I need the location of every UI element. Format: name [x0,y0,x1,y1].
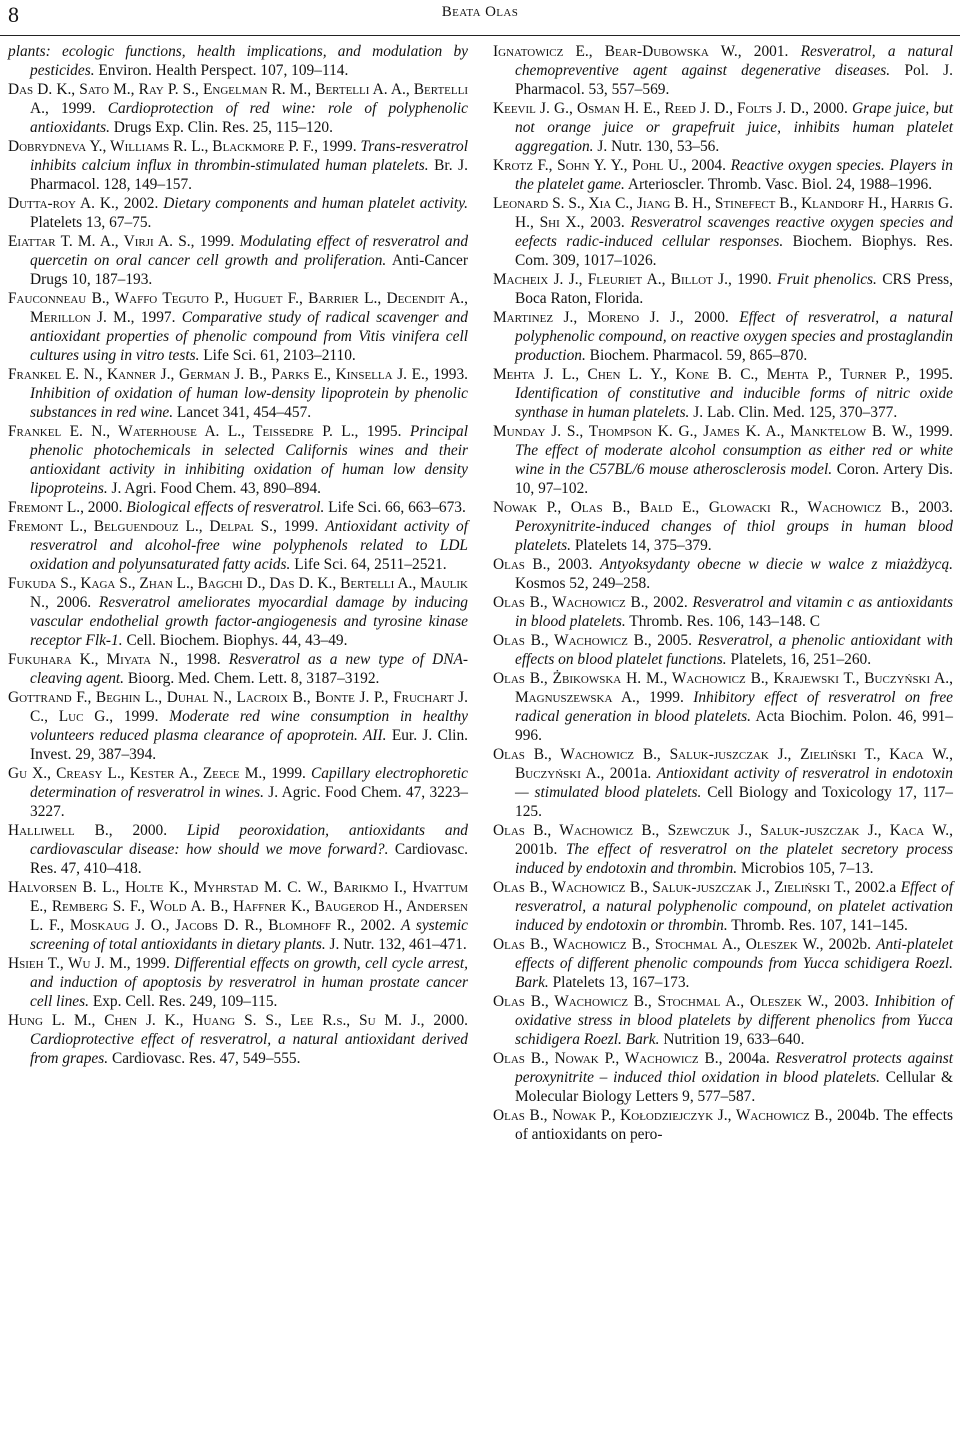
reference-year: 2002. [354,917,401,934]
reference-source: Kosmos 52, 249–258. [515,575,651,592]
reference-entry [493,878,953,935]
reference-authors: Olas B., Wachowicz B., [493,594,649,611]
reference-authors: Krotz F., Sohn Y. Y., Pohl U., [493,157,687,174]
reference-title: Identification of constitutive and inducible forms of nitric oxide synthase in human platelets. [515,385,953,421]
reference-title: Resveratrol as a new type of DNA-cleaving agent. [30,651,469,687]
reference-year: 2000. [809,100,852,117]
reference-authors: Frankel E. N., Kanner J., German J. B., Parks E., Kinsella J. E., [8,366,429,383]
reference-authors: Mehta J. L., Chen L. Y., Kone B. C., Mehta P., Turner P., [493,366,910,383]
reference-authors: Hsieh T., Wu J. M., [8,955,131,972]
reference-entry [493,745,953,821]
reference-title: Inhibition of oxidation of human low-density lipoprotein by phenolic substances in red wine. [30,385,468,421]
reference-authors: Macheix J. J., Fleuriet A., Billot J., [493,271,732,288]
reference-entry [493,1049,953,1106]
reference-year: 1999. [130,955,175,972]
reference-source: Eur. J. Clin. Invest. 29, 387–394. [30,727,468,763]
reference-entry [8,650,468,688]
reference-authors: Olas B., [493,556,551,573]
reference-year: 1995. [909,366,953,383]
reference-source: Cellular & Molecular Biology Letters 9, 577–587. [515,1069,953,1105]
reference-year: 2002. [648,594,693,611]
reference-title: Resveratrol protects against peroxynitrite – induced thiol oxidation in blood platelets. [515,1050,953,1086]
reference-source: J. Agric. Food Chem. 47, 3223–3227. [30,784,469,820]
reference-source: J. Nutr. 132, 461–471. [325,936,467,953]
reference-entry [8,764,468,821]
reference-source: Lancet 341, 454–457. [173,404,312,421]
reference-source: Nutrition 19, 633–640. [659,1031,805,1048]
reference-year: 1995. [358,423,410,440]
reference-title: Anti-platelet effects of different phenolic compounds from Yucca schidigera Roezl. Bark. [515,936,953,991]
page-header [0,0,960,40]
reference-entry [493,593,953,631]
reference-entry [493,42,953,99]
reference-title: Differential effects on growth, cell cycle arrest, and induction of apoptosis by resveratrol in human prostate cancer cell lines. [30,955,468,1010]
reference-authors: Fremont L., [8,499,84,516]
reference-title: Resveratrol scavenges reactive oxygen species and eefects radic-induced cellular responses. [515,214,953,250]
reference-entry [493,935,953,992]
reference-source: Br. J. Pharmacol. 128, 149–157. [30,157,468,193]
reference-source: Pol. J. Pharmacol. 53, 557–569. [515,62,953,98]
reference-title: Capillary electrophoretic determination of resveratrol in wines. [30,765,468,801]
reference-year: 2006. [48,594,99,611]
reference-entry [8,1011,468,1068]
reference-title: plants: ecologic functions, health implications, and modulation by pesticides. [8,43,468,79]
reference-authors: Eiattar T. M. A., Virji A. S., [8,233,195,250]
reference-year: 1999. [639,689,694,706]
reference-title: Resveratrol, a phenolic antioxidant with effects on blood platelet functions. [515,632,953,668]
reference-entry [493,821,953,878]
reference-authors: Gottrand F., Beghin L., Duhal N., Lacroix B., Bonte J. P., Fruchart J. C., Luc G., [8,689,468,725]
reference-authors: Fukuda S., Kaga S., Zhan L., Bagchi D., Das D. K., Bertelli A., Maulik N., [8,575,468,611]
reference-entry [493,308,953,365]
reference-entry [493,99,953,156]
reference-year: 1993. [428,366,468,383]
reference-year: 2001. [741,43,801,60]
reference-source: Thromb. Res. 107, 141–145. [727,917,908,934]
reference-title: Effect of resveratrol, a natural polyphenolic compound, on platelet activation induced by endotoxin or thrombin. [515,879,953,934]
reference-source: Environ. Health Perspect. 107, 109–114. [94,62,349,79]
reference-title: Reactive oxygen species. Players in the platelet game. [515,157,953,193]
reference-title: Resveratrol ameliorates myocardial damage by inducing vascular endothelial growth factor-angiogenesis and tyrosine kinase receptor Flk-1. [30,594,468,649]
reference-title: Antyoksydanty obecne w diecie w walce z miażdżycą. [600,556,953,573]
reference-entry [493,631,953,669]
reference-source: Life Sci. 66, 663–673. [324,499,466,516]
reference-source: Platelets 13, 67–75. [30,214,152,231]
reference-year: 1999. [276,518,326,535]
header-rule [0,35,960,36]
reference-authors: Das D. K., Sato M., Ray P. S., Engelman R. M., Bertelli A. A., Bertelli A., [8,81,468,117]
reference-source: Cell. Biochem. Biophys. 44, 43–49. [122,632,348,649]
reference-year: 2004b. [832,1107,884,1124]
reference-entry [8,422,468,498]
reference-entry [8,821,468,878]
reference-year: 2000. [112,822,187,839]
reference-source: Life Sci. 64, 2511–2521. [290,556,447,573]
reference-source: Cardiovasc. Res. 47, 410–418. [30,841,468,877]
reference-source: Arterioscler. Thromb. Vasc. Biol. 24, 1988–1996. [624,176,933,193]
reference-year: 2002. [118,195,164,212]
reference-authors: Keevil J. G., Osman H. E., Reed J. D., Folts J. D., [493,100,810,117]
reference-entry [493,992,953,1049]
reference-authors: Fukuhara K., Miyata N., [8,651,178,668]
reference-year: 2004. [686,157,731,174]
reference-year: 1999. [317,138,361,155]
reference-title: Resveratrol and vitamin c as antioxidants in blood platelets. [515,594,953,630]
reference-title: Cardioprotection of red wine: role of polyphenolic antioxidants. [30,100,468,136]
reference-authors: Munday J. S., Thompson K. G., James K. A., Manktelow B. W., [493,423,913,440]
reference-authors: Gu X., Creasy L., Kester A., Zeece M., [8,765,267,782]
reference-source: Acta Biochim. Polon. 46, 991–996. [515,708,953,744]
reference-title: Antioxidant activity of resveratrol in endotoxin — stimulated blood platelets. [515,765,954,801]
reference-authors: Martinez J., Moreno J. J., [493,309,684,326]
reference-entry [493,194,953,270]
reference-year: 1998. [177,651,229,668]
reference-entry [8,80,468,137]
reference-authors: Halvorsen B. L., Holte K., Myhrstad M. C. W., Barikmo I., Hvattum E., Remberg S. F., Wold A. B., Haffner K., Baugerod H., Andersen L. F., Moskaug J. O., Jacobs D. R., Blomhoff R., [8,879,468,934]
reference-entry [493,270,953,308]
reference-entry [8,365,468,422]
reference-year: 2001a. [604,765,657,782]
reference-entry [8,574,468,650]
reference-title: Grape juice, but not orange juice or grapefruit juice, inhibits human platelet aggregation. [515,100,954,155]
reference-source: J. Nutr. 130, 53–56. [593,138,720,155]
reference-title: Effect of resveratrol, a natural polyphenolic compound, on reactive oxygen species and prostaglandin production. [515,309,954,364]
reference-source: Thromb. Res. 106, 143–148. C [625,613,820,630]
page-number: 8 [8,2,19,27]
reference-entry [8,498,468,517]
reference-year: 2000. [683,309,740,326]
reference-title: Peroxynitrite-induced changes of thiol groups in human blood platelets. [515,518,953,554]
reference-title: Dietary components and human platelet activity. [163,195,469,212]
reference-authors: Ignatowicz E., Bear-Dubowska W., [493,43,742,60]
reference-entry [8,517,468,574]
reference-source: Microbios 105, 7–13. [737,860,874,877]
reference-entry [493,156,953,194]
reference-authors: Frankel E. N., Waterhouse A. L., Teissedre P. L., [8,423,359,440]
reference-title: Inhibitory effect of resveratrol on free radical generation in blood platelets. [515,689,953,725]
reference-entry [8,137,468,194]
reference-year: 1999. [48,100,108,117]
reference-authors: Olas B., Wachowicz B., Stochmal A., Oleszek W., [493,993,829,1010]
reference-entry [8,232,468,289]
reference-year: 2003. [828,993,875,1010]
reference-year: 2003. [550,556,601,573]
reference-authors: Olas B., Wachowicz B., Saluk-juszczak J., Zieliński T., Kaca W., Buczyński A., [493,746,953,782]
running-head: Beata Olas [441,4,519,20]
reference-title: Inhibition of oxidative stress in blood platelets by different phenolics from Yucca schidigera Roezl. Bark. [515,993,953,1048]
reference-year: 2003. [908,499,953,516]
reference-year: 2002.a [850,879,901,896]
reference-source: Bioorg. Med. Chem. Lett. 8, 3187–3192. [124,670,380,687]
reference-authors: Olas B., Wachowicz B., Stochmal A., Oleszek W., [493,936,824,953]
reference-source: Cardiovasc. Res. 47, 549–555. [108,1050,301,1067]
reference-year: 2005. [651,632,698,649]
reference-year: 1999. [113,708,170,725]
reference-authors: Olas B., Wachowicz B., Szewczuk J., Saluk-juszczak J., Kaca W., [493,822,953,839]
reference-source: CRS Press, Boca Raton, Florida. [515,271,953,307]
reference-entry [8,42,468,80]
reference-entry [493,422,953,498]
reference-source: Anti-Cancer Drugs 10, 187–193. [30,252,468,288]
reference-title: Principal phenolic photochemicals in selected Californis wines and their antioxidant activity in inhibiting oxidation of human low density lipoproteins. [30,423,468,497]
reference-title: Biological effects of resveratrol. [126,499,325,516]
reference-year: 2003. [584,214,631,231]
reference-year: 1999. [912,423,953,440]
reference-authors: Olas B., Wachowicz B., [493,632,652,649]
reference-year: 2002b. [823,936,877,953]
reference-year: 1997. [134,309,182,326]
reference-entry [8,954,468,1011]
reference-column-left [8,42,468,1068]
reference-authors: Olas B., Wachowicz B., Saluk-juszczak J., Zieliński T., [493,879,851,896]
reference-title: Cardioprotective effect of resveratrol, a natural antioxidant derived from grapes. [30,1031,468,1067]
reference-entry [8,289,468,365]
reference-entry [8,194,468,232]
reference-entry [8,878,468,954]
reference-entry [493,498,953,555]
reference-entry [493,1106,953,1144]
reference-authors: Olas B., Nowak P., Kołodziejczyk J., Wachowicz B., [493,1107,833,1124]
reference-year: 2004a. [722,1050,776,1067]
reference-column-right [493,42,953,1144]
reference-authors: Leonard S. S., Xia C., Jiang B. H., Stinefect B., Klandorf H., Harris G. H., Shi X., [493,195,953,231]
reference-authors: Olas B., Żbikowska H. M., Wachowicz B., Krajewski T., Buczyński A., Magnuszewska A., [493,670,953,706]
reference-source: Platelets, 16, 251–260. [726,651,872,668]
reference-source: Biochem. Biophys. Res. Com. 309, 1017–1026. [515,233,953,269]
reference-source: Coron. Artery Dis. 10, 97–102. [515,461,953,497]
reference-year: 2000. [424,1012,469,1029]
reference-year: 2000. [83,499,127,516]
reference-title: Comparative study of radical scavenger and antioxidant properties of phenolic compound from Vitis vinifera cell cultures using in vitro tests. [30,309,468,364]
reference-title: Antioxidant activity of resveratrol and alcohol-free wine polyphenols related to LDL oxidation and polyunsaturated fatty acids. [30,518,468,573]
reference-source: Platelets 14, 375–379. [571,537,712,554]
reference-source: Cell Biology and Toxicology 17, 117–125. [515,784,954,820]
reference-title: Lipid peoroxidation, antioxidants and cardiovascular disease: how should we move forward?. [30,822,468,858]
reference-title: Fruit phenolics. [777,271,877,288]
reference-authors: Fauconneau B., Waffo Teguto P., Huguet F., Barrier L., Decendit A., Merillon J. M., [8,290,468,326]
reference-year: 1999. [194,233,240,250]
reference-source: Life Sci. 61, 2103–2110. [199,347,356,364]
reference-entry [493,669,953,745]
reference-title: Resveratrol, a natural chemopreventive agent against degenerative diseases. [515,43,954,79]
reference-authors: Fremont L., Belguendouz L., Delpal S., [8,518,277,535]
reference-source: Biochem. Pharmacol. 59, 865–870. [585,347,808,364]
reference-authors: Hung L. M., Chen J. K., Huang S. S., Lee R.s., Su M. J., [8,1012,425,1029]
reference-year: 2001b. [515,841,566,858]
reference-title: The effect of resveratrol on the platelet secretory process induced by endotoxin and thrombin. [515,841,954,877]
reference-source: Drugs Exp. Clin. Res. 25, 115–120. [109,119,333,136]
reference-source: J. Lab. Clin. Med. 125, 370–377. [689,404,898,421]
reference-source: Platelets 13, 167–173. [548,974,690,991]
reference-authors: Nowak P., Olas B., Bald E., Glowacki R., Wachowicz B., [493,499,909,516]
reference-authors: Dobrydneva Y., Williams R. L., Blackmore P. F., [8,138,318,155]
reference-authors: Halliwell B., [8,822,113,839]
reference-entry [8,688,468,764]
reference-title: A systemic screening of total antioxidants in dietary plants. [30,917,469,953]
reference-title: Moderate red wine consumption in healthy volunteers reduced plasma clearance of apoprotein. AII. [30,708,469,744]
reference-title: Modulating effect of resveratrol and quercetin on oral cancer cell growth and proliferation. [30,233,469,269]
reference-authors: Dutta-roy A. K., [8,195,119,212]
reference-title: The effect of moderate alcohol consumption as either red or white wine in the C57BL/6 mouse atherosclerosis model. [515,442,953,478]
reference-year: 1999. [266,765,311,782]
reference-source: The effects of antioxidants on pero- [515,1107,953,1143]
reference-entry [493,555,953,593]
reference-title: Trans-resveratrol inhibits calcium influx in thrombin-stimulated human platelets. [30,138,468,174]
reference-source: J. Agri. Food Chem. 43, 890–894. [107,480,322,497]
reference-year: 1990. [731,271,778,288]
reference-authors: Olas B., Nowak P., Wachowicz B., [493,1050,723,1067]
reference-entry [493,365,953,422]
reference-source: Exp. Cell. Res. 249, 109–115. [88,993,278,1010]
